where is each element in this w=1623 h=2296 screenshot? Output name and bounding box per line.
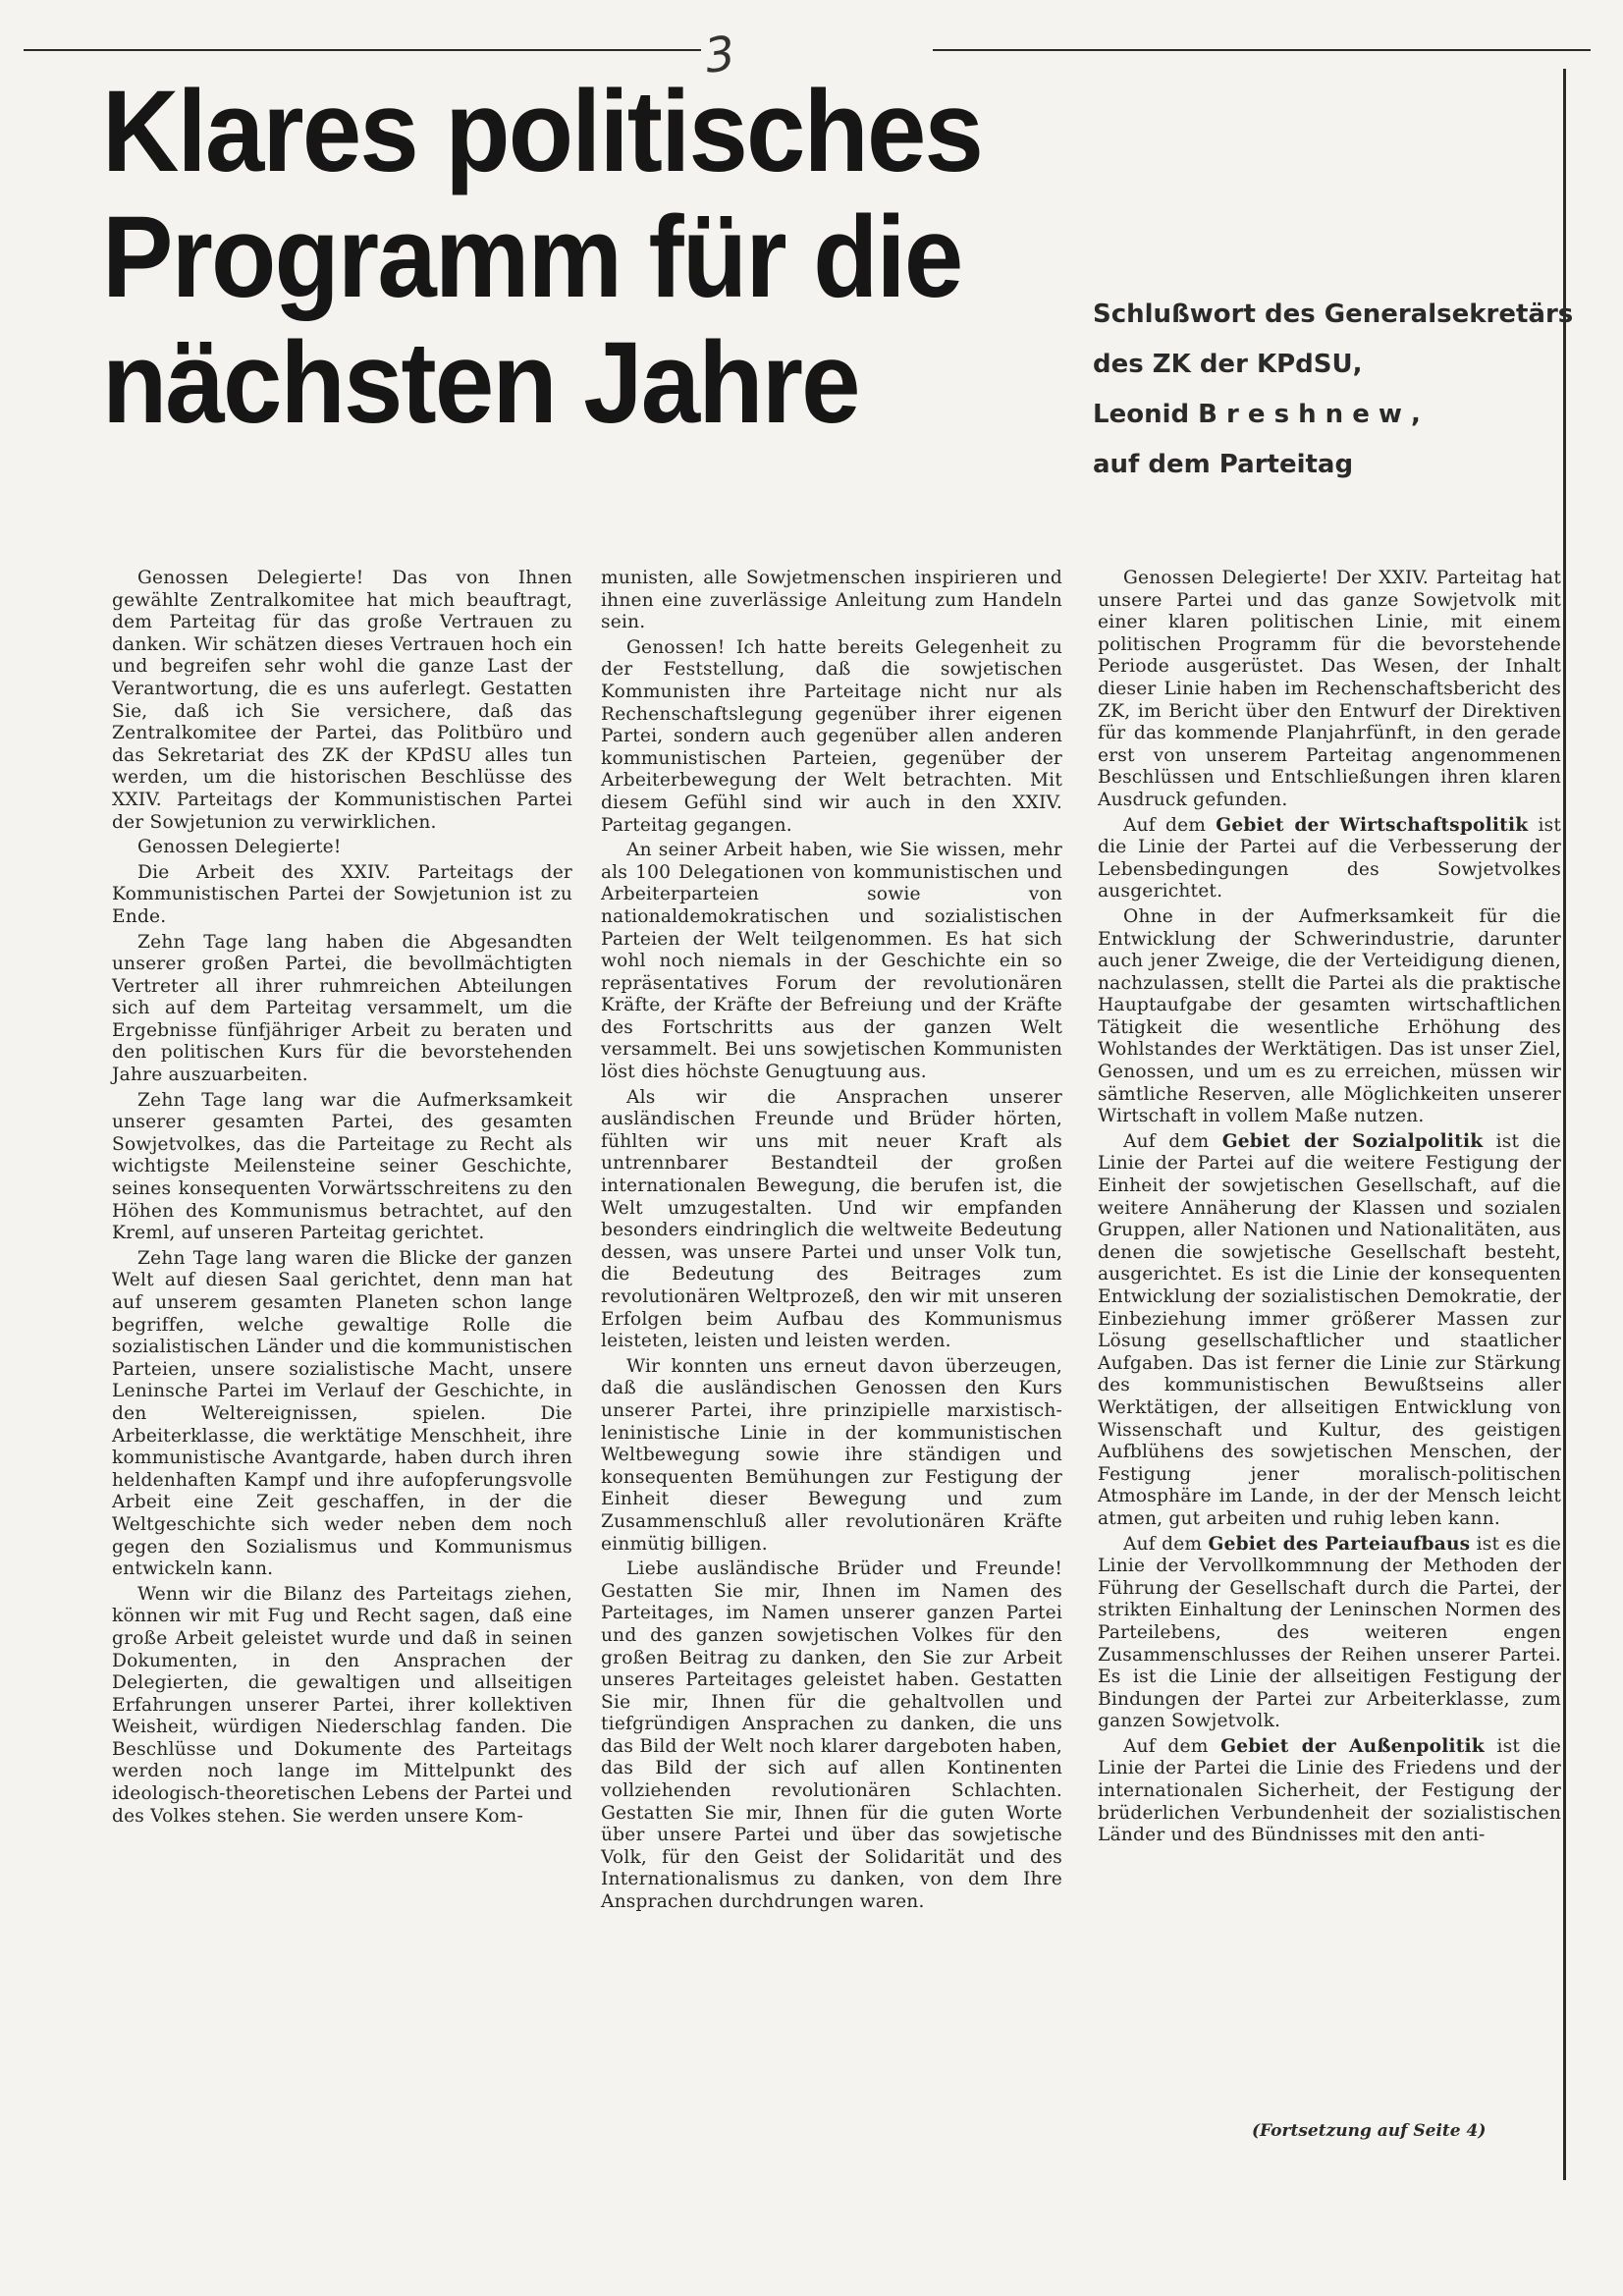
paragraph-text: ist die Linie der Partei auf die weitere Festigung der Einheit der sowjetischen Gesellschaft, auf die weitere Annäherung der Klassen und sozialen Gruppen, aller Nationen und Nationalitäten, aus denen die sowjetische Gesellschaft besteht, ausgerichtet. Es ist die Linie der konsequenten Entwicklung der sozialistischen Demokratie, der Einbeziehung immer größerer Massen zur Lösung gesellschaftlicher und staatlicher Aufgaben. Das ist ferner die Linie zur Stärkung des kommunistischen Bewußtseins aller Werktätigen, der allseitigen Entwicklung von Wissenschaft und Kultur, des geistigen Aufblühens des sowjetischen Menschen, der Festigung jener moralisch-politischen Atmosphäre im Lande, in der der Mensch leicht atmen, gut arbeiten und ruhig leben kann. (1098, 1130, 1561, 1529)
article-column-2 (601, 568, 1062, 1917)
headline-line-2: Programm für die (102, 192, 962, 322)
paragraph: Genossen! Ich hatte bereits Gelegenheit zu der Feststellung, daß die sowjetischen Kommunisten ihre Parteitage nicht nur als Rechenschaftslegung gegenüber ihrer eigenen Partei, sondern auch gegenüber allen anderen kommunistischen Parteien, gegenüber der Arbeiterbewegung der Welt betrachten. Mit diesem Gefühl sind wir auch in den XXIV. Parteitag gegangen. (601, 636, 1062, 836)
paragraph: Wir konnten uns erneut davon überzeugen, daß die ausländischen Genossen den Kurs unserer Partei, ihre prinzipielle marxistisch-leninistische Linie in der kommunistischen Weltbewegung sowie ihre ständigen und konsequenten Bemühungen zur Festigung der Einheit dieser Bewegung und zum Zusammenschluß aller revolutionären Kräfte einmütig billigen. (601, 1355, 1062, 1555)
paragraph (1098, 1736, 1561, 1847)
top-rule-left (24, 49, 701, 51)
paragraph-lead: Auf dem (1123, 1533, 1203, 1555)
paragraph: Zehn Tage lang haben die Abgesandten unserer großen Partei, die bevollmächtigten Vertreter all ihrer ruhmreichen Abteilungen sich auf dem Parteitag versammelt, um die Ergebnisse fünfjähriger Arbeit zu beraten und den politischen Kurs für die bevorstehenden Jahre auszuarbeiten. (112, 931, 572, 1086)
subheadline (1093, 290, 1584, 490)
paragraph: Die Arbeit des XXIV. Parteitags der Kommunistischen Partei der Sowjetunion ist zu Ende. (112, 861, 572, 927)
continuation-note: (Fortsetzung auf Seite 4) (1252, 2121, 1487, 2141)
article-column-1 (112, 568, 572, 1831)
paragraph: Zehn Tage lang waren die Blicke der ganzen Welt auf diesen Saal gerichtet, denn man hat auf unserem gesamten Planeten schon lange begriffen, welche gewaltige Rolle die sozialistischen Länder und die kommunistischen Parteien, unsere sozialistische Macht, unsere Leninsche Partei im Verlauf der Geschichte, in den Weltereignissen, spielen. Die Arbeiterklasse, die werktätige Menschheit, ihre kommunistische Avantgarde, haben durch ihren heldenhaften Kampf und ihre aufopferungsvolle Arbeit eine Zeit geschaffen, in der die Weltgeschichte sich weder neben dem noch gegen den Sozialismus und Kommunismus entwickeln kann. (112, 1247, 572, 1580)
paragraph-text: ist die Linie der Partei auf die Verbesserung der Lebensbedingungen des Sowjetvolkes ausgerichtet. (1098, 814, 1561, 902)
paragraph (1098, 815, 1561, 903)
paragraph: Zehn Tage lang war die Aufmerksamkeit unserer gesamten Partei, des gesamten Sowjetvolkes, das die Parteitage zu Recht als wichtigste Meilensteine seiner Geschichte, seines konsequenten Vorwärtsschreitens zu den Höhen des Kommunismus betrachtet, auf den Kreml, auf unseren Parteitag gerichtet. (112, 1089, 572, 1244)
subheadline-line-3: Leonid B r e s h n e w , (1093, 400, 1421, 429)
paragraph: Ohne in der Aufmerksamkeit für die Entwicklung der Schwerindustrie, darunter auch jener Zweige, die der Verteidigung dienen, nachzulassen, stellt die Partei als die praktische Hauptaufgabe der gesamten wirtschaftlichen Tätigkeit die wesentliche Erhöhung des Wohlstandes der Werktätigen. Das ist unser Ziel, Genossen, und um es zu erreichen, müssen wir sämtliche Reserven, alle Möglichkeiten unserer Wirtschaft in vollem Maße nutzen. (1098, 905, 1561, 1127)
headline-line-1: Klares politisches (102, 67, 983, 196)
topic-economic-policy: Gebiet der Wirtschaftspolitik (1216, 814, 1529, 836)
subheadline-line-4: auf dem Parteitag (1093, 450, 1354, 479)
subheadline-line-1: Schlußwort des Generalsekretärs (1093, 300, 1574, 329)
paragraph-lead: Auf dem (1123, 1735, 1209, 1757)
top-rule-right (933, 49, 1591, 51)
paragraph: Genossen Delegierte! Der XXIV. Parteitag hat unsere Partei und das ganze Sowjetvolk mit einer klaren politischen Linie, mit einem politischen Programm für die bevorstehende Periode ausgerüstet. Das Wesen, der Inhalt dieser Linie haben im Rechenschaftsbericht des ZK, im Bericht über den Entwurf der Direktiven für das kommende Planjahrfünft, in den gerade erst von unserem Parteitag angenommenen Beschlüssen und Entschließungen ihren klaren Ausdruck gefunden. (1098, 568, 1561, 810)
paragraph: An seiner Arbeit haben, wie Sie wissen, mehr als 100 Delegationen von kommunistischen und Arbeiterparteien sowie von nationaldemokratischen und sozialistischen Parteien der Welt teilgenommen. Es hat sich wohl noch niemals in der Geschichte ein so repräsentatives Forum der revolutionären Kräfte, der Kräfte der Befreiung und der Kräfte des Fortschritts aus der ganzen Welt versammelt. Bei uns sowjetischen Kommunisten löst dies höchste Genugtuung aus. (601, 840, 1062, 1083)
article-column-3 (1098, 568, 1561, 1850)
topic-social-policy: Gebiet der Sozialpolitik (1221, 1130, 1484, 1152)
paragraph-text: ist die Linie der Partei die Linie des Friedens und der internationalen Sicherheit, der Festigung der brüderlichen Verbundenheit der sozialistischen Länder und des Bündnisses mit den anti- (1098, 1735, 1561, 1846)
subheadline-line-2: des ZK der KPdSU, (1093, 350, 1363, 379)
paragraph (1098, 1534, 1561, 1733)
paragraph: Genossen Delegierte! Das von Ihnen gewählte Zentralkomitee hat mich beauftragt, dem Parteitag für das große Vertrauen zu danken. Wir schätzen dieses Vertrauen hoch ein und begreifen sehr wohl die ganze Last der Verantwortung, die es uns auferlegt. Gestatten Sie, daß ich Sie versichere, daß das Zentralkomitee der Partei, das Politbüro und das Sekretariat des ZK der KPdSU alles tun werden, um die historischen Beschlüsse des XXIV. Parteitags der Kommunistischen Partei der Sowjetunion zu verwirklichen. (112, 568, 572, 833)
paragraph (1098, 1131, 1561, 1531)
topic-foreign-policy: Gebiet der Außenpolitik (1220, 1735, 1485, 1757)
paragraph-text: ist es die Linie der Vervollkommnung der Methoden der Führung der Gesellschaft durch die Partei, der strikten Einhaltung der Leninschen Normen des Parteilebens, des weiteren engen Zusammenschlusses der Reihen unserer Partei. Es ist die Linie der allseitigen Festigung der Bindungen der Partei zur Arbeiterklasse, zum ganzen Sowjetvolk. (1098, 1533, 1561, 1732)
paragraph: munisten, alle Sowjetmenschen inspirieren und ihnen eine zuverlässige Anleitung zum Handeln sein. (601, 568, 1062, 633)
paragraph: Liebe ausländische Brüder und Freunde! Gestatten Sie mir, Ihnen im Namen des Parteitages, im Namen unserer ganzen Partei und des ganzen sowjetischen Volkes für den großen Beitrag zu danken, den Sie zur Arbeit unseres Parteitages geleistet haben. Gestatten Sie mir, Ihnen für die gehaltvollen und tiefgründigen Ansprachen zu danken, die uns das Bild der Welt noch klarer dargeboten haben, das Bild der sich auf allen Kontinenten vollziehenden revolutionären Schlachten. Gestatten Sie mir, Ihnen für die guten Worte über unsere Partei und über das sowjetische Volk, für den Geist der Solidarität und des Internationalismus zu danken, von dem Ihre Ansprachen durchdrungen waren. (601, 1558, 1062, 1913)
paragraph-lead: Auf dem (1123, 814, 1207, 836)
headline (102, 69, 1005, 446)
headline-line-3: nächsten Jahre (102, 318, 859, 448)
topic-party-building: Gebiet des Parteiaufbaus (1208, 1533, 1471, 1555)
paragraph-lead: Auf dem (1123, 1130, 1210, 1152)
paragraph: Genossen Delegierte! (137, 837, 342, 858)
page-number: 3 (701, 26, 739, 84)
paragraph: Als wir die Ansprachen unserer ausländischen Freunde und Brüder hörten, fühlten wir uns mit neuer Kraft als untrennbarer Bestandteil der großen internationalen Bewegung, die berufen ist, die Welt umzugestalten. Und wir empfanden besonders eindringlich die weltweite Bedeutung dessen, was unsere Partei und unser Volk tun, die Bedeutung des Beitrages zum revolutionären Weltprozeß, den wir mit unseren Erfolgen beim Aufbau des Kommunismus leisteten, leisten und leisten werden. (601, 1086, 1062, 1352)
paragraph: Wenn wir die Bilanz des Parteitags ziehen, können wir mit Fug und Recht sagen, daß eine große Arbeit geleistet wurde und daß in seinen Dokumenten, in den Ansprachen der Delegierten, die gewaltigen und allseitigen Erfahrungen unserer Partei, ihrer kollektiven Weisheit, würdigen Niederschlag fanden. Die Beschlüsse und Dokumente des Parteitags werden noch lange im Mittelpunkt des ideologisch-theoretischen Lebens der Partei und des Volkes stehen. Sie werden unsere Kom- (112, 1583, 572, 1827)
